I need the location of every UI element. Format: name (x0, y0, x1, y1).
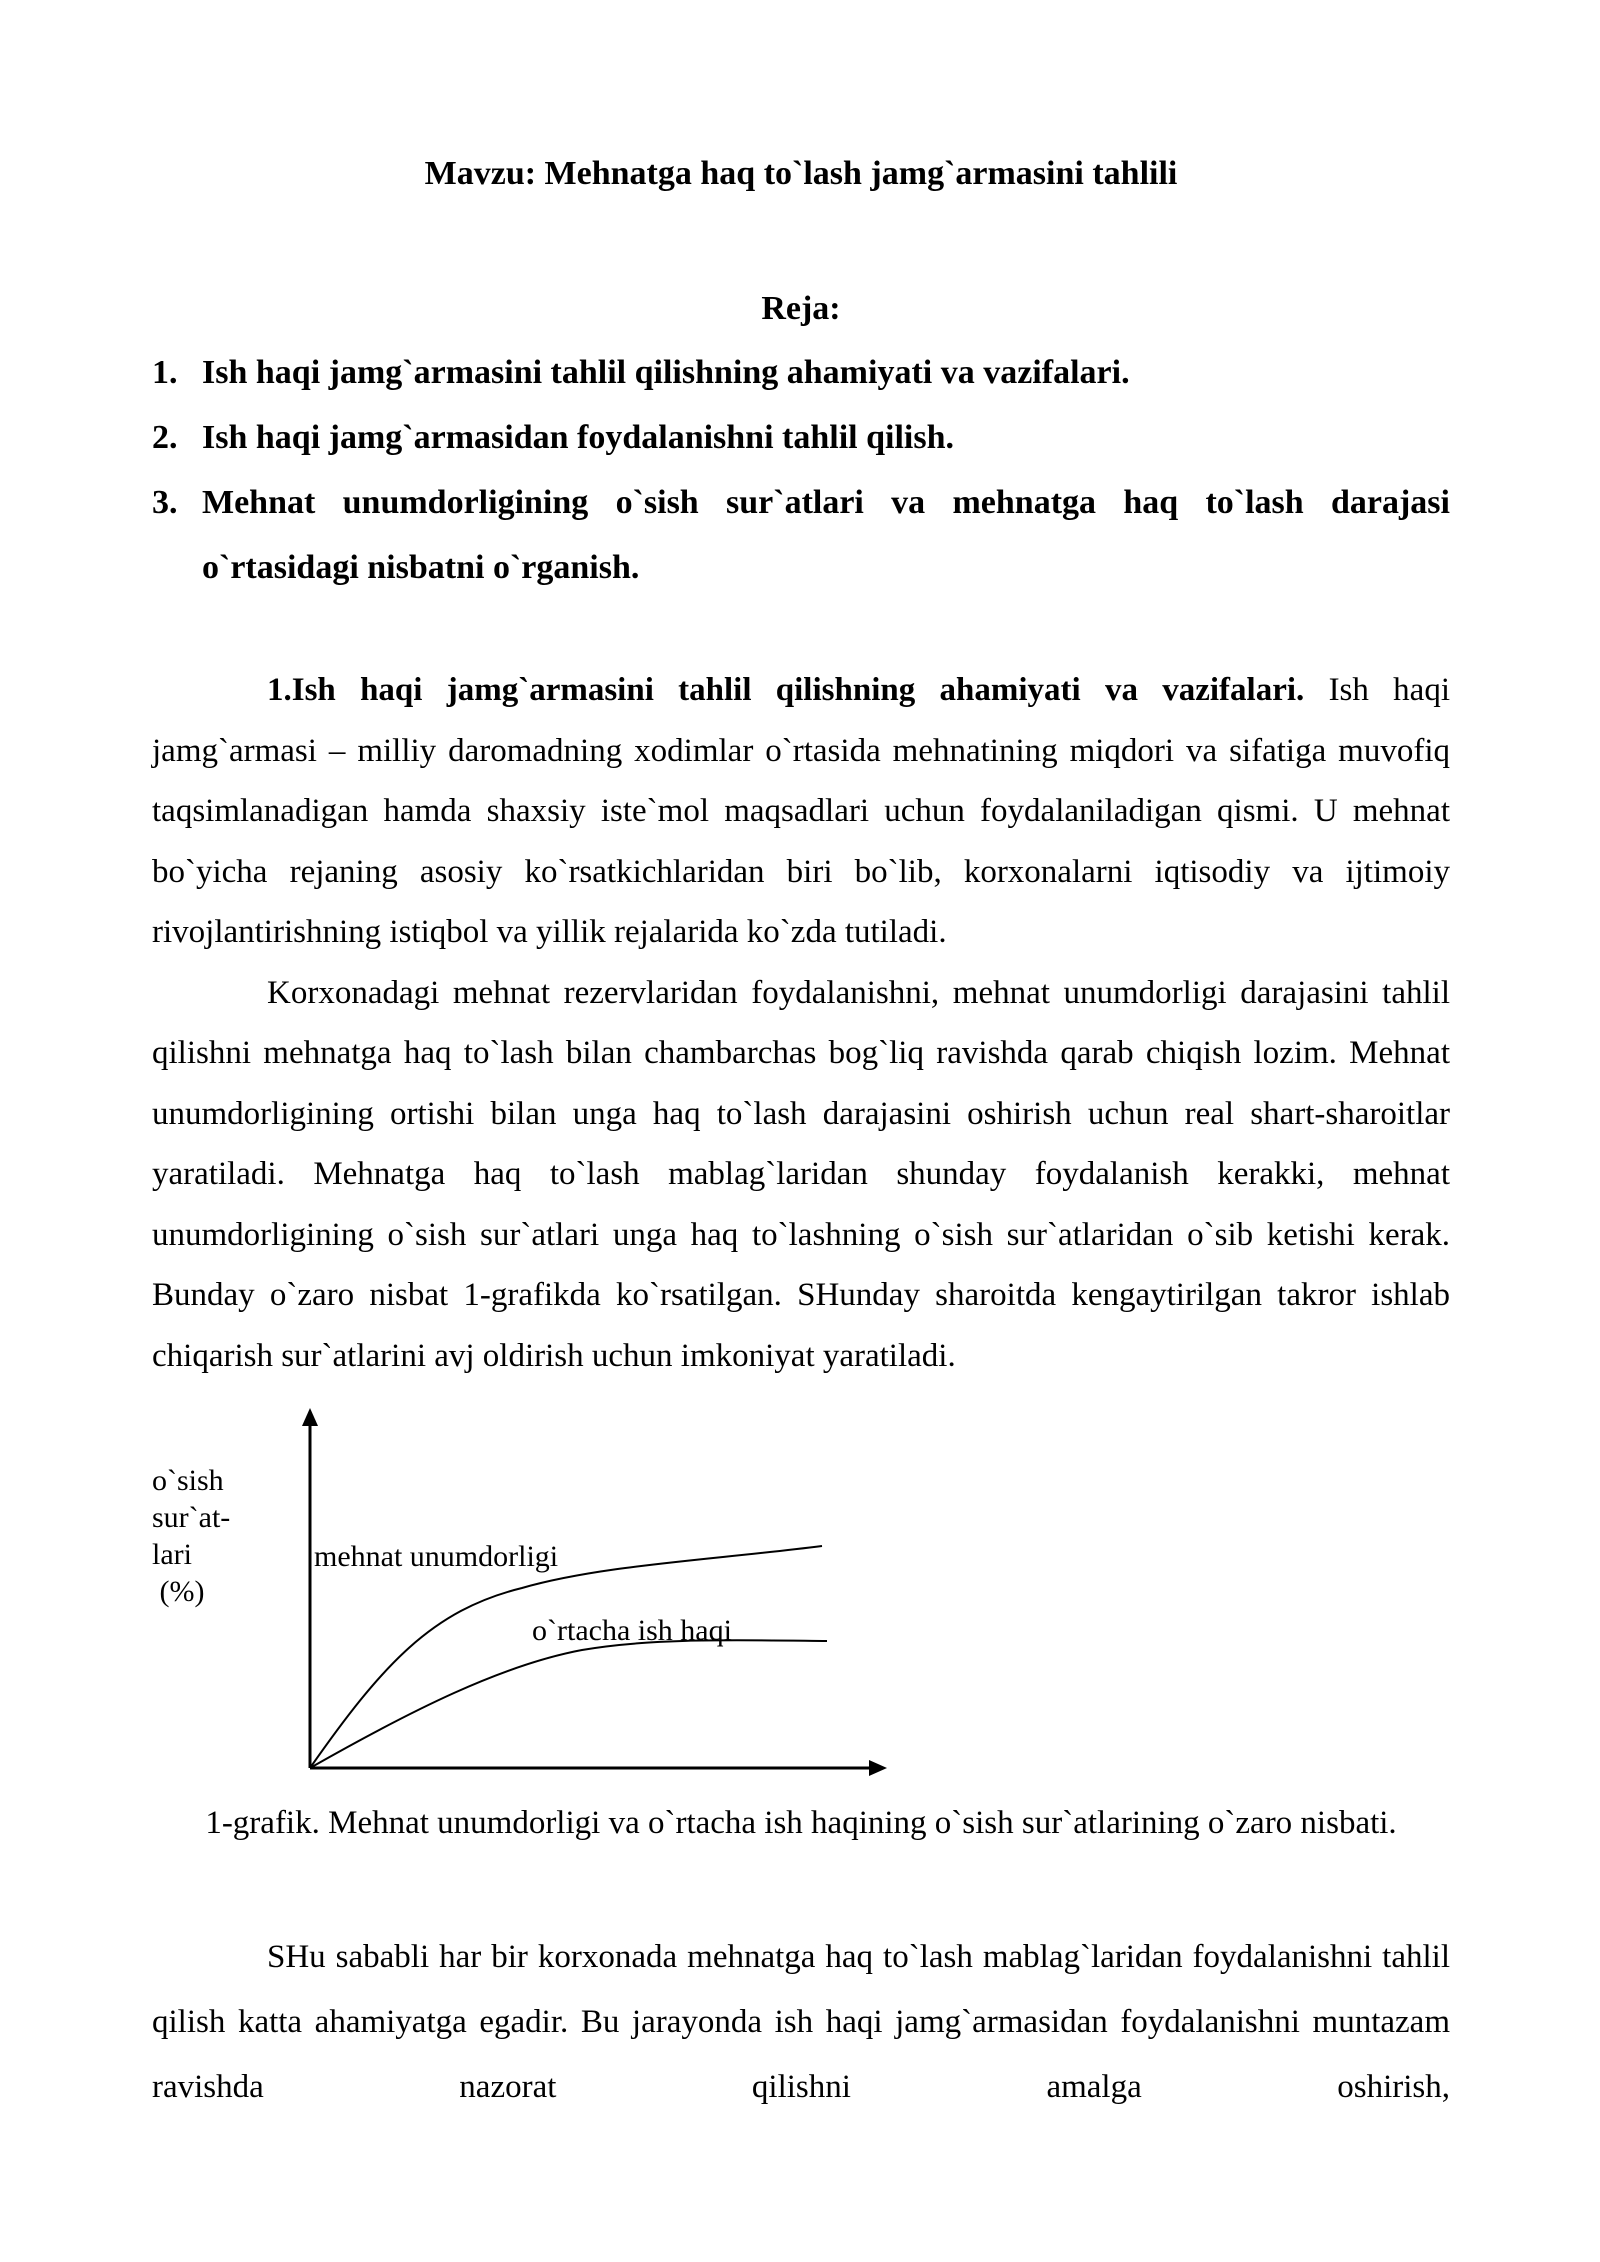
plan-item-text: Ish haqi jamg`armasidan foydalanishni tahlil qilish. (202, 419, 955, 456)
y-label-line: sur`at- (152, 1501, 231, 1534)
series-line-mehnat-unumdorligi (310, 1546, 822, 1768)
plan-heading: Reja: (761, 290, 841, 327)
chart-canvas (152, 1400, 1450, 1800)
plan-item (152, 470, 1450, 600)
plan-item-number: 3. (152, 484, 178, 521)
plan-item-text: Mehnat unumdorligining o`sish sur`atlari va mehnatga haq to`lash darajasi o`rtasidagi nisbatni o`rganish. (202, 484, 1450, 586)
page-title: Mavzu: Mehnatga haq to`lash jamg`armasini tahlili (424, 155, 1178, 192)
series-label: mehnat unumdorligi (314, 1540, 559, 1573)
paragraph: SHu sababli har bir korxonada mehnatga haq to`lash mablag`laridan foydalanishni tahlil qilish katta ahamiyatga egadir. Bu jarayonda ish haqi jamg`armasidan foydalanishni muntazam ravishda nazorat qilishni amalga oshirish, (152, 1939, 1450, 2105)
y-label-line: o`sish (152, 1464, 224, 1497)
series-label: o`rtacha ish haqi (532, 1614, 732, 1647)
section-1-continued (152, 1925, 1450, 2120)
plan-item (152, 340, 1450, 405)
section-1-body (152, 660, 1450, 1386)
section-heading: 1.Ish haqi jamg`armasini tahlil qilishning ahamiyati va vazifalari. (267, 672, 1305, 708)
x-axis-arrow (869, 1760, 887, 1776)
series-line-ortacha-ish-haqi (310, 1640, 827, 1768)
plan-list (152, 340, 1450, 600)
y-axis-arrow (302, 1408, 318, 1426)
y-label-line: lari (152, 1538, 192, 1571)
chart-caption: 1-grafik. Mehnat unumdorligi va o`rtacha ish haqining o`sish sur`atlarining o`zaro nisbati. (205, 1805, 1397, 1841)
plan-item-number: 2. (152, 419, 178, 456)
plan-item (152, 405, 1450, 470)
plan-item-text: Ish haqi jamg`armasini tahlil qilishning ahamiyati va vazifalari. (202, 354, 1130, 391)
paragraph: Korxonadagi mehnat rezervlaridan foydalanishni, mehnat unumdorligi darajasini tahlil qilishni mehnatga haq to`lash bilan chambarchas bog`liq ravishda qarab chiqish lozim. Mehnat unumdorligining ortishi bilan unga haq to`lash darajasini oshirish uchun real shart-sharoitlar yaratiladi. Mehnatga haq to`lash mablag`laridan shunday foydalanish kerakki, mehnat unumdorligining o`sish sur`atlari unga haq to`lashning o`sish sur`atlaridan o`sib ketishi kerak. Bunday o`zaro nisbat 1-grafikda ko`rsatilgan. SHunday sharoitda kengaytirilgan takror ishlab chiqarish sur`atlarini avj oldirish uchun imkoniyat yaratiladi. (152, 974, 1450, 1374)
plan-item-number: 1. (152, 354, 178, 391)
paragraph (152, 660, 1450, 963)
growth-chart (152, 1400, 1450, 1800)
paragraph-text: Ish haqi jamg`armasi – milliy daromadning xodimlar o`rtasida mehnatining miqdori va sifatiga muvofiq taqsimlanadigan hamda shaxsiy iste`mol maqsadlari uchun foydalaniladigan qismi. U mehnat bo`yicha rejaning asosiy ko`rsatkichlaridan biri bo`lib, korxonalarni iqtisodiy va ijtimoiy rivojlantirishning istiqbol va yillik rejalarida ko`zda tutiladi. (152, 672, 1450, 950)
y-label-line: (%) (152, 1575, 205, 1608)
